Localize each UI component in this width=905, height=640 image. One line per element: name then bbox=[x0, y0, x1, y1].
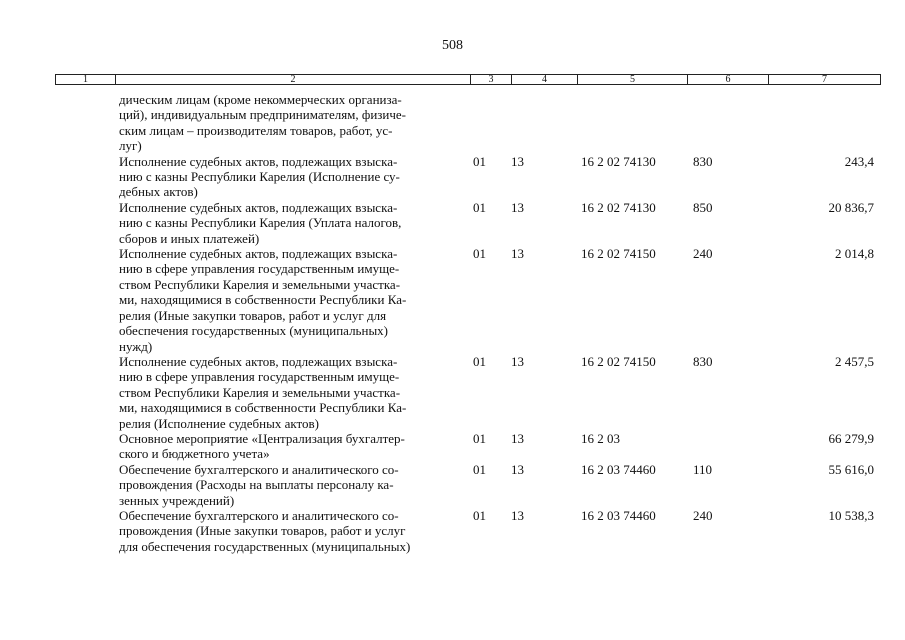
description-line: зенных учреждений) bbox=[119, 492, 235, 508]
cell-description bbox=[115, 431, 470, 462]
cell-index bbox=[55, 92, 115, 154]
cell-description bbox=[115, 200, 470, 246]
description-line: обеспечения государственных (муниципальных) bbox=[119, 323, 389, 339]
cell-target-article: 16 2 02 74130 bbox=[581, 199, 656, 215]
cell-expense-type: 830 bbox=[693, 153, 713, 169]
description-line: Исполнение судебных актов, подлежащих взыска- bbox=[119, 353, 398, 369]
cell-target-article: 16 2 02 74130 bbox=[581, 153, 656, 169]
cell-amount: 55 616,0 bbox=[828, 461, 874, 477]
description-line: ством Республики Карелия и земельными участка- bbox=[119, 276, 401, 292]
description-line: сборов и иных платежей) bbox=[119, 230, 260, 246]
cell-amount bbox=[768, 92, 880, 154]
column-header: 3 bbox=[471, 75, 512, 85]
description-line: релия (Исполнение судебных актов) bbox=[119, 415, 319, 431]
description-line: нию с казны Республики Карелия (Исполнение су- bbox=[119, 169, 400, 185]
description-line: Исполнение судебных актов, подлежащих взыска- bbox=[119, 199, 398, 215]
cell-description bbox=[115, 508, 470, 554]
cell-description bbox=[115, 246, 470, 354]
description-line: ским лицам – производителям товаров, работ, ус- bbox=[119, 122, 393, 138]
cell-target-article: 16 2 02 74150 bbox=[581, 246, 656, 262]
cell-subsection-code: 13 bbox=[511, 199, 524, 215]
cell-section-code: 01 bbox=[473, 461, 486, 477]
cell-amount: 66 279,9 bbox=[828, 430, 874, 446]
cell-section-code: 01 bbox=[473, 353, 486, 369]
description-line: Обеспечение бухгалтерского и аналитического со- bbox=[119, 461, 399, 477]
description-line: дебных актов) bbox=[119, 184, 198, 200]
cell-description bbox=[115, 154, 470, 200]
table-row bbox=[55, 508, 880, 554]
description-line: Исполнение судебных актов, подлежащих взыска- bbox=[119, 246, 398, 262]
cell-amount: 20 836,7 bbox=[828, 199, 874, 215]
table-row bbox=[55, 92, 880, 154]
description-line: Обеспечение бухгалтерского и аналитического со- bbox=[119, 507, 399, 523]
description-line: луг) bbox=[119, 138, 142, 154]
cell-amount: 10 538,3 bbox=[828, 507, 874, 523]
cell-description bbox=[115, 462, 470, 508]
cell-index bbox=[55, 354, 115, 431]
cell-section-code bbox=[470, 92, 511, 154]
description-line: нужд) bbox=[119, 338, 153, 354]
table-row bbox=[55, 154, 880, 200]
description-line: релия (Иные закупки товаров, работ и услуг для bbox=[119, 307, 387, 323]
cell-expense-type: 240 bbox=[693, 507, 713, 523]
cell-subsection-code: 13 bbox=[511, 246, 524, 262]
table-row bbox=[55, 354, 880, 431]
cell-amount: 243,4 bbox=[844, 153, 874, 169]
cell-expense-type bbox=[687, 92, 768, 154]
cell-expense-type bbox=[687, 431, 768, 462]
description-line: нию с казны Республики Карелия (Уплата налогов, bbox=[119, 215, 402, 231]
cell-expense-type: 830 bbox=[693, 353, 713, 369]
table-row bbox=[55, 431, 880, 462]
description-line: ми, находящимися в собственности Республики Ка- bbox=[119, 292, 407, 308]
cell-index bbox=[55, 462, 115, 508]
description-line: для обеспечения государственных (муниципальных) bbox=[119, 538, 411, 554]
description-line: ми, находящимися в собственности Республики Ка- bbox=[119, 400, 407, 416]
cell-expense-type: 110 bbox=[693, 461, 713, 477]
cell-section-code: 01 bbox=[473, 153, 486, 169]
column-header: 4 bbox=[512, 75, 578, 85]
cell-target-article bbox=[577, 92, 687, 154]
table-row bbox=[55, 200, 880, 246]
cell-target-article: 16 2 02 74150 bbox=[581, 353, 656, 369]
cell-amount: 2 014,8 bbox=[835, 246, 874, 262]
description-line: ций), индивидуальным предпринимателям, физиче- bbox=[119, 107, 407, 123]
cell-subsection-code bbox=[511, 92, 577, 154]
page-number: 508 bbox=[442, 38, 463, 53]
cell-subsection-code: 13 bbox=[511, 353, 524, 369]
cell-description bbox=[115, 92, 470, 154]
description-line: дическим лицам (кроме некоммерческих организа- bbox=[119, 92, 402, 107]
column-header: 6 bbox=[688, 75, 769, 85]
cell-index bbox=[55, 200, 115, 246]
cell-description bbox=[115, 354, 470, 431]
budget-table-body bbox=[55, 92, 880, 554]
description-line: ством Республики Карелия и земельными участка- bbox=[119, 384, 401, 400]
cell-section-code: 01 bbox=[473, 246, 486, 262]
cell-section-code: 01 bbox=[473, 199, 486, 215]
cell-expense-type: 240 bbox=[693, 246, 713, 262]
column-header: 5 bbox=[578, 75, 688, 85]
cell-subsection-code: 13 bbox=[511, 153, 524, 169]
column-header-table bbox=[55, 74, 881, 85]
description-line: Исполнение судебных актов, подлежащих взыска- bbox=[119, 153, 398, 169]
cell-subsection-code: 13 bbox=[511, 461, 524, 477]
description-line: нию в сфере управления государственным имуще- bbox=[119, 261, 400, 277]
cell-index bbox=[55, 246, 115, 354]
column-header: 1 bbox=[56, 75, 116, 85]
description-line: провождения (Иные закупки товаров, работ и услуг bbox=[119, 523, 406, 539]
cell-section-code: 01 bbox=[473, 507, 486, 523]
cell-subsection-code: 13 bbox=[511, 507, 524, 523]
cell-target-article: 16 2 03 bbox=[581, 430, 620, 446]
cell-index bbox=[55, 508, 115, 554]
cell-section-code: 01 bbox=[473, 430, 486, 446]
column-header-row bbox=[56, 75, 881, 85]
cell-index bbox=[55, 154, 115, 200]
column-header: 7 bbox=[769, 75, 881, 85]
table-row bbox=[55, 462, 880, 508]
table-row bbox=[55, 246, 880, 354]
description-line: ского и бюджетного учета» bbox=[119, 446, 270, 462]
cell-index bbox=[55, 431, 115, 462]
description-line: Основное мероприятие «Централизация бухгалтер- bbox=[119, 430, 405, 446]
cell-target-article: 16 2 03 74460 bbox=[581, 507, 656, 523]
cell-target-article: 16 2 03 74460 bbox=[581, 461, 656, 477]
cell-expense-type: 850 bbox=[693, 199, 713, 215]
cell-subsection-code: 13 bbox=[511, 430, 524, 446]
description-line: нию в сфере управления государственным имуще- bbox=[119, 369, 400, 385]
cell-amount: 2 457,5 bbox=[835, 353, 874, 369]
description-line: провождения (Расходы на выплаты персоналу ка- bbox=[119, 477, 394, 493]
column-header: 2 bbox=[116, 75, 471, 85]
